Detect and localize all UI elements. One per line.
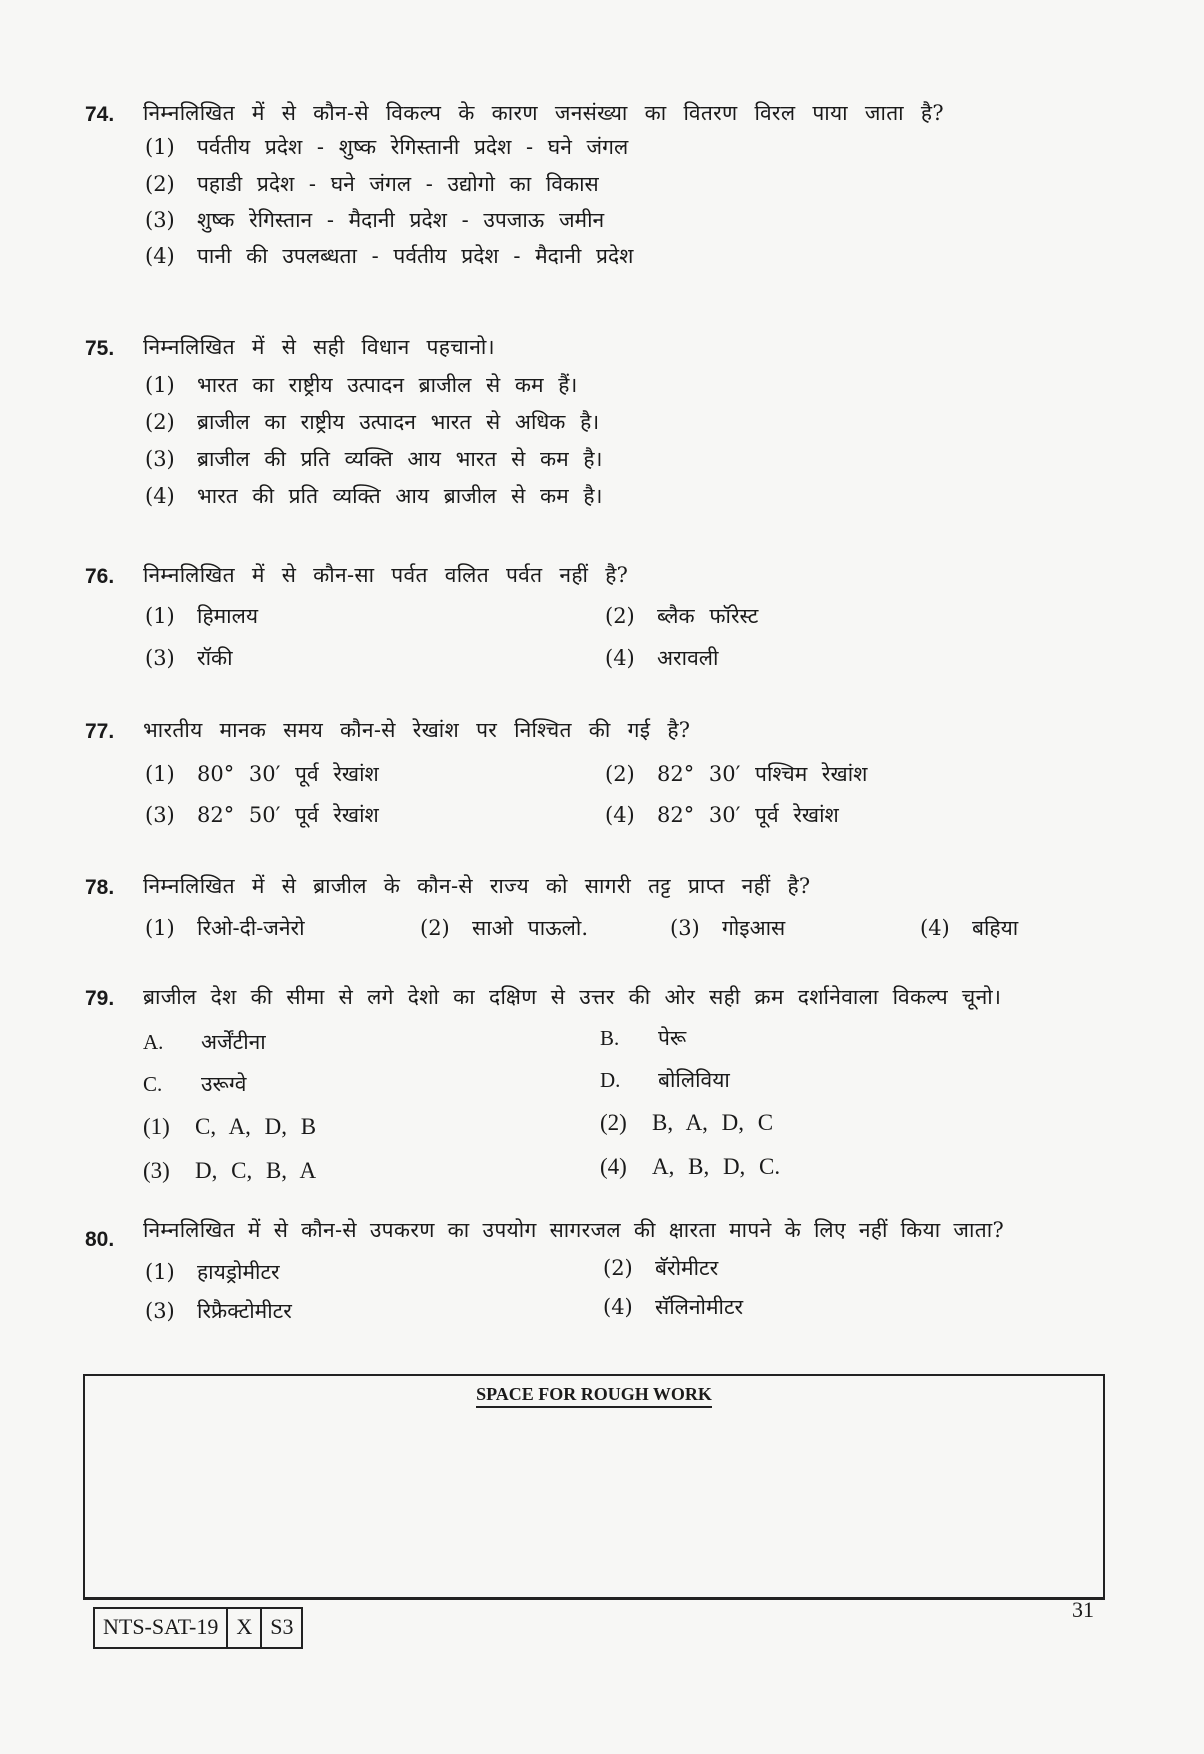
option-2: (2) बॅरोमीटर	[603, 1256, 719, 1280]
option-1: (1) C, A, D, B	[143, 1114, 317, 1139]
option-4: (4) अरावली	[605, 646, 719, 670]
question-text: निम्नलिखित में से कौन-से विकल्प के कारण जनसंख्या का वितरण विरल पाया जाता है?	[143, 101, 944, 125]
option-4: (4) 82° 30′ पूर्व रेखांश	[605, 803, 839, 827]
option-2: (2) ब्लैक फॉरेस्ट	[605, 604, 759, 628]
option-1: (1) रिओ-दी-जनेरो	[145, 916, 305, 940]
question-text: निम्नलिखित में से सही विधान पहचानो।	[143, 335, 495, 359]
question-number: 76.	[85, 565, 115, 588]
option-2: (2) B, A, D, C	[600, 1110, 774, 1135]
paper-code: NTS-SAT-19	[95, 1609, 228, 1647]
item-c: C. उरूग्वे	[143, 1072, 247, 1096]
rough-work-title: SPACE FOR ROUGH WORK	[85, 1384, 1103, 1405]
page-number: 31	[1072, 1597, 1094, 1622]
option-3: (3) ब्राजील की प्रति व्यक्ति आय भारत से कम है।	[145, 447, 603, 471]
question-number: 74.	[85, 103, 115, 126]
option-3: (3) 82° 50′ पूर्व रेखांश	[145, 803, 379, 827]
option-3: (3) शुष्क रेगिस्तान - मैदानी प्रदेश - उपजाऊ जमीन	[145, 208, 605, 232]
option-3: (3) रॉकी	[145, 646, 233, 670]
item-d: D. बोलिविया	[600, 1068, 730, 1092]
option-1: (1) 80° 30′ पूर्व रेखांश	[145, 762, 379, 786]
option-4: (4) बहिया	[920, 916, 1019, 940]
question-text: निम्नलिखित में से ब्राजील के कौन-से राज्य को सागरी तट्ट प्राप्त नहीं है?	[143, 874, 811, 898]
option-3: (3) गोइआस	[670, 916, 786, 940]
set-code: S3	[270, 1614, 294, 1639]
question-text: भारतीय मानक समय कौन-से रेखांश पर निश्चित की गई है?	[143, 718, 691, 742]
question-number: 75.	[85, 337, 115, 360]
option-1: (1) पर्वतीय प्रदेश - शुष्क रेगिस्तानी प्रदेश - घने जंगल	[145, 135, 629, 159]
item-b: B. पेरू	[600, 1026, 687, 1050]
item-a: A. अर्जेंटीना	[143, 1030, 266, 1054]
question-text: निम्नलिखित में से कौन-से उपकरण का उपयोग सागरजल की क्षारता मापने के लिए नहीं किया जाता?	[143, 1218, 1005, 1242]
option-4: (4) भारत की प्रति व्यक्ति आय ब्राजील से कम है।	[145, 484, 603, 508]
option-4: (4) A, B, D, C.	[600, 1154, 781, 1179]
option-4: (4) सॅलिनोमीटर	[603, 1295, 744, 1319]
option-3: (3) रिफ्रैक्टोमीटर	[145, 1299, 292, 1323]
standard-code: X	[228, 1609, 262, 1647]
footer-code-box	[93, 1607, 303, 1649]
option-2: (2) पहाडी प्रदेश - घने जंगल - उद्योगो का विकास	[145, 172, 599, 196]
question-text: निम्नलिखित में से कौन-सा पर्वत वलित पर्वत नहीं है?	[143, 563, 629, 587]
option-1: (1) हायड्रोमीटर	[145, 1260, 280, 1284]
question-number: 79.	[85, 987, 115, 1010]
question-number: 77.	[85, 720, 115, 743]
option-2: (2) ब्राजील का राष्ट्रीय उत्पादन भारत से अधिक है।	[145, 410, 600, 434]
option-2: (2) 82° 30′ पश्चिम रेखांश	[605, 762, 868, 786]
option-2: (2) साओ पाऊलो.	[420, 916, 588, 940]
option-1: (1) हिमालय	[145, 604, 259, 628]
question-number: 80.	[85, 1228, 115, 1251]
option-3: (3) D, C, B, A	[143, 1158, 317, 1183]
question-text: ब्राजील देश की सीमा से लगे देशो का दक्षिण से उत्तर की ओर सही क्रम दर्शानेवाला विकल्प चूनो।	[143, 985, 1002, 1009]
option-4: (4) पानी की उपलब्धता - पर्वतीय प्रदेश - मैदानी प्रदेश	[145, 244, 634, 268]
option-1: (1) भारत का राष्ट्रीय उत्पादन ब्राजील से कम हैं।	[145, 373, 578, 397]
rough-work-box	[83, 1374, 1105, 1600]
question-number: 78.	[85, 876, 115, 899]
